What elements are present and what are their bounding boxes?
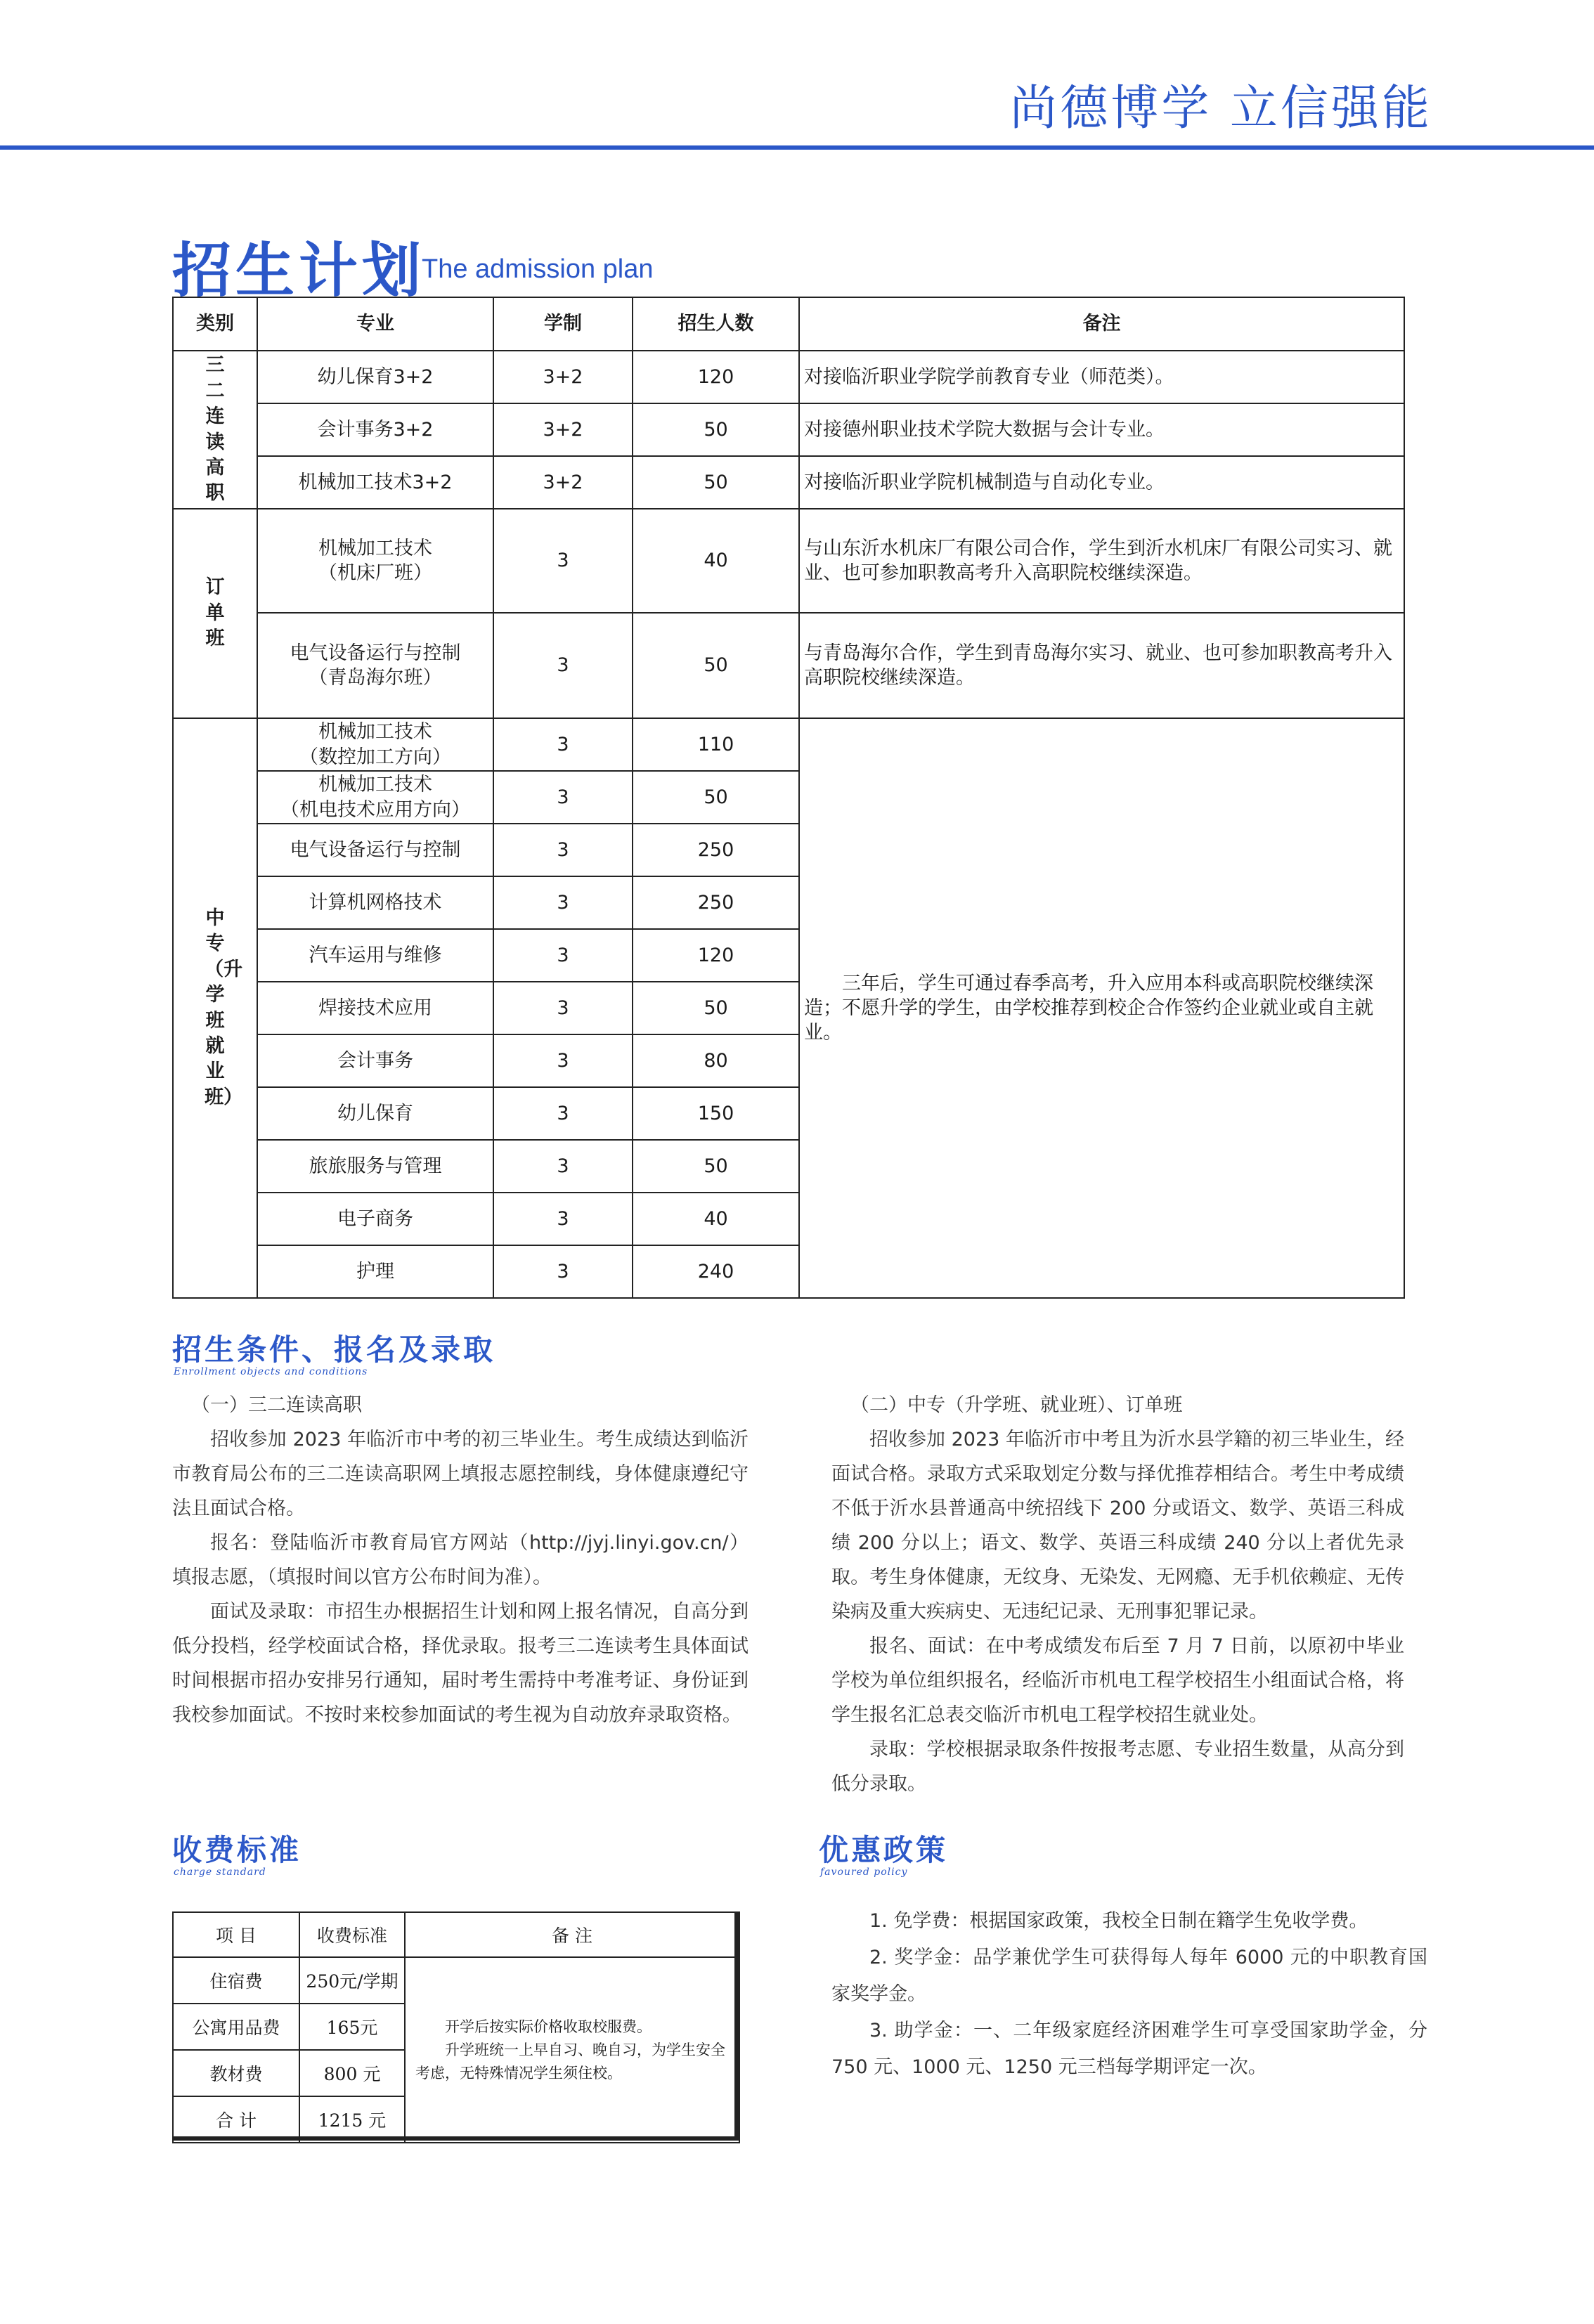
count-cell: 50 <box>633 771 799 824</box>
count-cell: 40 <box>633 1193 799 1245</box>
fee-col-amount: 收费标准 <box>299 1912 405 1957</box>
fee-col-item: 项 目 <box>173 1912 299 1957</box>
years-cell: 3 <box>493 718 633 771</box>
fee-item: 教材费 <box>173 2050 299 2096</box>
category-label: 订单班 <box>205 576 225 650</box>
fees-subtitle: charge standard <box>174 1867 266 1878</box>
col-header-note: 备注 <box>799 297 1404 351</box>
table-header-row <box>173 297 1404 351</box>
years-cell: 3 <box>493 509 633 613</box>
fee-col-remark: 备 注 <box>405 1912 739 1957</box>
count-cell: 250 <box>633 824 799 876</box>
header-divider <box>0 145 1594 150</box>
count-cell: 50 <box>633 613 799 718</box>
years-cell: 3 <box>493 1140 633 1193</box>
note-cell: 与山东沂水机床厂有限公司合作，学生到沂水机床厂有限公司实习、就业、也可参加职教高考升入高职院校继续深造。 <box>799 509 1404 613</box>
policy-item: 2. 奖学金：品学兼优学生可获得每人每年 6000 元的中职教育国家奖学金。 <box>831 1947 1427 2005</box>
fee-amount: 165元 <box>299 2004 405 2050</box>
major-cell: 幼儿保育 <box>257 1087 493 1140</box>
major-cell: 电气设备运行与控制 <box>257 824 493 876</box>
count-cell: 80 <box>633 1034 799 1087</box>
major-cell: 机械加工技术 （机电技术应用方向） <box>257 771 493 824</box>
years-cell: 3 <box>493 1245 633 1298</box>
major-cell: 电子商务 <box>257 1193 493 1245</box>
table-row <box>173 351 1404 403</box>
years-cell: 3+2 <box>493 351 633 403</box>
years-cell: 3 <box>493 929 633 982</box>
right-paragraph: 报名、面试：在中考成绩发布后至 7 月 7 日前，以原初中毕业学校为单位组织报名，经临沂市机电工程学校招生小组面试合格，将学生报名汇总表交临沂市机电工程学校招生就业处。 <box>831 1635 1404 1726</box>
col-header-major: 专业 <box>257 297 493 351</box>
category-cell <box>173 718 257 1298</box>
years-cell: 3 <box>493 1193 633 1245</box>
note-cell: 三年后，学生可通过春季高考，升入应用本科或高职院校继续深造；不愿升学的学生，由学校推荐到校企合作签约企业就业或自主就业。 <box>799 718 1404 1298</box>
category-cell <box>173 509 257 718</box>
fee-remark-line: 升学班统一上早自习、晚自习，为学生安全考虑，无特殊情况学生须住校。 <box>415 2041 725 2082</box>
count-cell: 150 <box>633 1087 799 1140</box>
admission-plan-table <box>172 297 1405 1299</box>
years-cell: 3+2 <box>493 456 633 509</box>
years-cell: 3 <box>493 771 633 824</box>
left-paragraph: 招收参加 2023 年临沂市中考的初三毕业生。考生成绩达到临沂市教育局公布的三二连读高职网上填报志愿控制线，身体健康遵纪守法且面试合格。 <box>172 1429 749 1519</box>
left-paragraph: 报名：登陆临沂市教育局官方网站（http://jyj.linyi.gov.cn/）填报志愿，（填报时间以官方公布时间为准）。 <box>172 1532 749 1588</box>
note-cell: 与青岛海尔合作，学生到青岛海尔实习、就业、也可参加职教高考升入高职院校继续深造。 <box>799 613 1404 718</box>
years-cell: 3 <box>493 982 633 1034</box>
fee-remark-line: 开学后按实际价格收取校服费。 <box>445 2018 652 2035</box>
policy-item: 1. 免学费：根据国家政策，我校全日制在籍学生免收学费。 <box>869 1910 1368 1932</box>
table-row <box>173 718 1404 771</box>
fee-row <box>173 1957 739 2004</box>
fee-table-shadow-right <box>734 1913 739 2138</box>
plan-subtitle: The admission plan <box>422 254 654 284</box>
table-row <box>173 509 1404 613</box>
major-cell: 旅旅服务与管理 <box>257 1140 493 1193</box>
policy-subtitle: favoured policy <box>820 1867 908 1878</box>
note-cell: 对接临沂职业学院学前教育专业（师范类）。 <box>799 351 1404 403</box>
years-cell: 3 <box>493 1034 633 1087</box>
col-header-category: 类别 <box>173 297 257 351</box>
years-cell: 3 <box>493 824 633 876</box>
major-cell: 机械加工技术 （数控加工方向） <box>257 718 493 771</box>
years-cell: 3 <box>493 613 633 718</box>
count-cell: 40 <box>633 509 799 613</box>
major-cell: 护理 <box>257 1245 493 1298</box>
fee-table-shadow-bottom <box>172 2136 739 2141</box>
page-slogan: 尚德博学 立信强能 <box>1009 81 1432 136</box>
right-paragraph: 招收参加 2023 年临沂市中考且为沂水县学籍的初三毕业生，经面试合格。录取方式采取划定分数与择优推荐相结合。考生中考成绩不低于沂水县普通高中统招线下 200 分或语文、数学、英语三科成绩 200 分以上；语文、数学、英语三科成绩 240 分以上者优先录取。考生身体健康，无纹身、无染发、无网瘾、无手机依赖症、无传染病及重大疾病史、无违纪记录、无刑事犯罪记录。 <box>831 1429 1404 1623</box>
count-cell: 250 <box>633 876 799 929</box>
category-label: 中专（升学班 就业班） <box>205 907 243 1108</box>
fee-amount: 1215 元 <box>299 2096 405 2143</box>
major-cell: 会计事务 <box>257 1034 493 1087</box>
major-cell: 计算机网格技术 <box>257 876 493 929</box>
count-cell: 50 <box>633 403 799 456</box>
major-cell: 机械加工技术 （机床厂班） <box>257 509 493 613</box>
note-cell: 对接临沂职业学院机械制造与自动化专业。 <box>799 456 1404 509</box>
fee-amount: 250元/学期 <box>299 1957 405 2004</box>
years-cell: 3 <box>493 876 633 929</box>
fee-amount: 800 元 <box>299 2050 405 2096</box>
policy-item: 3. 助学金：一、二年级家庭经济困难学生可享受国家助学金，分 750 元、1000 元、1250 元三档每学期评定一次。 <box>831 2020 1427 2078</box>
major-cell: 会计事务3+2 <box>257 403 493 456</box>
table-row <box>173 613 1404 718</box>
table-row <box>173 403 1404 456</box>
category-cell <box>173 351 257 509</box>
major-cell: 幼儿保育3+2 <box>257 351 493 403</box>
policy-title: 优惠政策 <box>819 1833 949 1867</box>
years-cell: 3+2 <box>493 403 633 456</box>
major-cell: 焊接技术应用 <box>257 982 493 1034</box>
col-header-count: 招生人数 <box>633 297 799 351</box>
count-cell: 240 <box>633 1245 799 1298</box>
plan-title: 招生计划 <box>172 235 426 305</box>
major-cell: 汽车运用与维修 <box>257 929 493 982</box>
conditions-right-column <box>831 1388 1404 1801</box>
count-cell: 50 <box>633 456 799 509</box>
col-header-years: 学制 <box>493 297 633 351</box>
major-cell: 机械加工技术3+2 <box>257 456 493 509</box>
category-label: 三二连读高职 <box>205 354 225 505</box>
left-heading: （一）三二连读高职 <box>191 1394 362 1416</box>
policy-column <box>831 1903 1427 2086</box>
fee-remark <box>405 1957 739 2143</box>
years-cell: 3 <box>493 1087 633 1140</box>
count-cell: 50 <box>633 982 799 1034</box>
fee-item: 合 计 <box>173 2096 299 2143</box>
left-paragraph: 面试及录取：市招生办根据招生计划和网上报名情况，自高分到低分投档，经学校面试合格，择优录取。报考三二连读考生具体面试时间根据市招办安排另行通知，届时考生需持中考准考证、身份证到我校参加面试。不按时来校参加面试的考生视为自动放弃录取资格。 <box>172 1601 749 1726</box>
major-cell: 电气设备运行与控制 （青岛海尔班） <box>257 613 493 718</box>
conditions-title: 招生条件、报名及录取 <box>172 1332 496 1367</box>
count-cell: 120 <box>633 351 799 403</box>
fees-title: 收费标准 <box>172 1833 302 1867</box>
fee-item: 公寓用品费 <box>173 2004 299 2050</box>
count-cell: 110 <box>633 718 799 771</box>
fee-table <box>172 1911 740 2143</box>
conditions-subtitle: Enrollment objects and conditions <box>174 1366 368 1377</box>
right-heading: （二）中专（升学班、就业班）、订单班 <box>850 1394 1183 1416</box>
conditions-left-column <box>172 1388 749 1732</box>
fee-item: 住宿费 <box>173 1957 299 2004</box>
fee-header-row <box>173 1912 739 1957</box>
right-paragraph: 录取：学校根据录取条件按报考志愿、专业招生数量，从高分到低分录取。 <box>831 1739 1404 1795</box>
count-cell: 120 <box>633 929 799 982</box>
count-cell: 50 <box>633 1140 799 1193</box>
note-cell: 对接德州职业技术学院大数据与会计专业。 <box>799 403 1404 456</box>
table-row <box>173 456 1404 509</box>
